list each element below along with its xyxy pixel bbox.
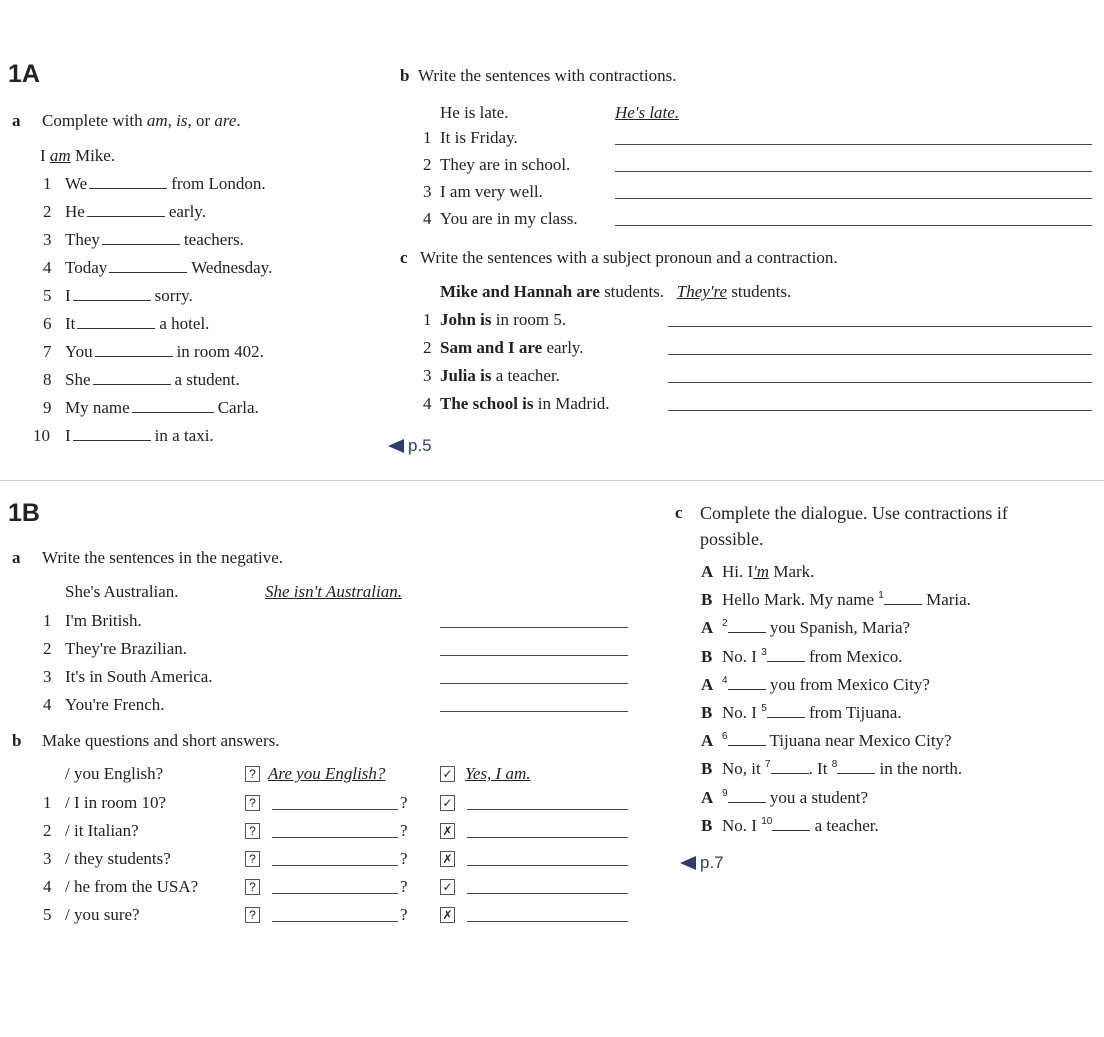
item-number: 9 [43, 398, 52, 417]
list-item [65, 174, 266, 194]
page-ref-text: p.5 [408, 436, 432, 455]
item-number: 2 [43, 821, 52, 840]
dialogue-text: you a student? [765, 787, 869, 807]
speaker-label: B [701, 590, 713, 610]
dialogue-blank[interactable] [728, 618, 766, 633]
item-rest: in room 402. [176, 342, 264, 361]
item-rest: a student. [174, 370, 240, 389]
exercise-1a-a-instruction: Complete with am, is, or are. [42, 111, 241, 130]
item-rest: in Madrid. [533, 394, 610, 413]
item-rest: Carla. [217, 398, 259, 417]
speaker-label: B [701, 759, 713, 779]
short-answer-line[interactable] [467, 893, 628, 894]
speaker-label: B [701, 703, 713, 722]
item-number: 3 [423, 182, 432, 201]
answer-line[interactable] [615, 144, 1092, 145]
item-rest: early. [542, 338, 584, 357]
dialogue-text: a teacher. [810, 815, 879, 835]
item-rest: from London. [171, 174, 266, 193]
dialogue-line [722, 703, 902, 723]
check-icon: ✓ [440, 795, 455, 811]
dialogue-line [722, 562, 814, 582]
short-answer-line[interactable] [467, 921, 628, 922]
item-subject: John is [440, 310, 492, 329]
option-word: is [176, 111, 188, 130]
exercise-1a-c-instruction: Write the sentences with a subject pronoun and a contraction. [420, 248, 838, 267]
item-sentence: It's in South America. [65, 667, 213, 686]
exercise-letter: c [675, 503, 683, 522]
item-number: 3 [43, 849, 52, 868]
dialogue-line [722, 759, 962, 779]
list-item [65, 426, 214, 446]
example-answer: am [49, 146, 71, 165]
answer-line[interactable] [440, 655, 628, 656]
dialogue-line [722, 731, 952, 751]
dialogue-text: you from Mexico City? [765, 674, 930, 694]
item-number: 5 [43, 905, 52, 924]
blank-number: 10 [761, 815, 773, 827]
example-answer: She isn't Australian. [265, 582, 402, 601]
item-number: 6 [43, 314, 52, 333]
example-subject: Mike and Hannah are [440, 282, 600, 301]
item-sentence: You're French. [65, 695, 165, 714]
item-subject: My name [65, 398, 130, 417]
item-prompt: / he from the USA? [65, 877, 199, 896]
item-sentence [440, 338, 584, 358]
answer-line[interactable] [615, 225, 1092, 226]
list-item [65, 370, 240, 390]
item-number: 3 [423, 366, 432, 385]
question-mark: ? [400, 877, 408, 896]
dialogue-text: Hello Mark. My name [722, 590, 879, 610]
speaker-label: B [701, 815, 713, 835]
answer-blank[interactable] [89, 174, 167, 189]
exercise-letter: a [12, 111, 21, 130]
item-subject: We [65, 174, 88, 193]
answer-line[interactable] [615, 171, 1092, 172]
dialogue-text: No. I [722, 703, 762, 722]
answer-blank[interactable] [95, 342, 173, 357]
question-answer-line[interactable] [272, 893, 398, 894]
item-number: 7 [43, 342, 52, 361]
speaker-label: A [701, 618, 714, 638]
question-mark: ? [400, 905, 408, 924]
dialogue-blank[interactable] [728, 788, 766, 803]
blank-number: 6 [722, 731, 728, 743]
item-prompt: / they students? [65, 849, 171, 868]
dialogue-line [722, 675, 930, 695]
item-subject: I [65, 426, 71, 445]
example-answer: Yes, I am. [465, 764, 531, 783]
example-sentence: She's Australian. [65, 582, 179, 601]
item-number: 4 [43, 877, 52, 896]
dialogue-blank[interactable] [837, 759, 875, 774]
dialogue-text: . It [808, 759, 832, 779]
answer-line[interactable] [440, 683, 628, 684]
question-icon: ? [245, 907, 260, 923]
dialogue-text: Maria. [921, 590, 971, 610]
item-sentence: They are in school. [440, 155, 571, 174]
answer-blank[interactable] [77, 314, 155, 329]
dialogue-text: you Spanish, Maria? [765, 618, 911, 638]
example-answer: He's late. [615, 103, 680, 122]
list-item [65, 342, 264, 362]
dialogue-text: Mark. [769, 562, 815, 581]
cross-icon: ✗ [440, 851, 455, 867]
short-answer-line[interactable] [467, 865, 628, 866]
answer-line[interactable] [668, 410, 1092, 411]
section-divider [0, 480, 1104, 481]
list-item [65, 202, 206, 222]
speaker-label: A [701, 731, 714, 751]
answer-blank[interactable] [102, 230, 180, 245]
dialogue-blank[interactable] [772, 816, 810, 831]
item-subject: You [65, 342, 93, 361]
answer-line[interactable] [668, 354, 1092, 355]
answer-line[interactable] [440, 711, 628, 712]
question-answer-line[interactable] [272, 837, 398, 838]
dialogue-line [722, 788, 868, 808]
speaker-label: A [701, 674, 714, 694]
example-answer: They're [676, 282, 728, 301]
check-icon: ✓ [440, 766, 455, 782]
example-question: Are you English? [268, 764, 386, 783]
exercise-letter: b [400, 66, 410, 85]
question-icon: ? [245, 795, 260, 811]
item-sentence [440, 394, 610, 414]
item-rest: teachers. [183, 230, 244, 249]
item-rest: sorry. [154, 286, 193, 305]
item-number: 1 [423, 128, 432, 147]
speaker-label: A [701, 562, 714, 581]
item-number: 2 [423, 155, 432, 174]
option-word: are [214, 111, 237, 130]
dialogue-line [722, 590, 971, 610]
item-number: 1 [423, 310, 432, 329]
dialogue-example-answer: 'm [753, 562, 770, 581]
answer-blank[interactable] [73, 286, 151, 301]
item-sentence [440, 310, 566, 330]
question-mark: ? [400, 821, 408, 840]
list-item [65, 258, 272, 278]
arrow-left-icon [680, 856, 696, 870]
example-sentence: He is late. [440, 103, 509, 122]
option-word: am [146, 111, 168, 130]
dialogue-blank[interactable] [771, 759, 809, 774]
question-icon: ? [245, 766, 260, 782]
example-rest: students. [599, 282, 665, 301]
item-subject: I [65, 286, 71, 305]
cross-icon: ✗ [440, 907, 455, 923]
dialogue-blank[interactable] [728, 675, 766, 690]
item-number: 4 [43, 695, 52, 714]
item-sentence: It is Friday. [440, 128, 518, 147]
exercise-1b-b-instruction: Make questions and short answers. [42, 731, 280, 750]
dialogue-text: from Tijuana. [804, 703, 902, 722]
exercise-1b-c-instruction-cont: possible. [700, 529, 764, 549]
item-number: 4 [423, 394, 432, 413]
item-number: 10 [33, 426, 50, 445]
question-icon: ? [245, 823, 260, 839]
exercise-letter: c [400, 248, 408, 267]
example-answer-rest: students. [727, 282, 792, 301]
item-rest: Wednesday. [191, 258, 273, 277]
list-item [65, 230, 244, 250]
item-subject: Sam and I are [440, 338, 543, 357]
answer-line[interactable] [668, 382, 1092, 383]
answer-blank[interactable] [109, 258, 187, 273]
dialogue-line [722, 618, 910, 638]
item-number: 2 [43, 639, 52, 658]
arrow-left-icon [388, 439, 404, 453]
dialogue-text: Hi. I [722, 562, 754, 581]
question-mark: ? [400, 793, 408, 812]
item-number: 1 [43, 174, 52, 193]
dialogue-text: No, it [722, 759, 765, 779]
question-answer-line[interactable] [272, 809, 398, 810]
short-answer-line[interactable] [467, 837, 628, 838]
question-icon: ? [245, 851, 260, 867]
question-icon: ? [245, 879, 260, 895]
blank-number: 8 [831, 759, 838, 771]
item-prompt: / I in room 10? [65, 793, 167, 812]
example-sentence [440, 282, 791, 302]
item-sentence: I am very well. [440, 182, 543, 201]
item-number: 3 [43, 667, 52, 686]
item-number: 2 [423, 338, 432, 357]
item-number: 1 [43, 611, 52, 630]
question-mark: ? [400, 849, 408, 868]
list-item [65, 398, 259, 418]
answer-line[interactable] [615, 198, 1092, 199]
blank-number: 7 [764, 759, 771, 771]
example-pre: I [40, 146, 50, 165]
answer-blank[interactable] [93, 370, 171, 385]
unit-title-1a: 1A [8, 60, 40, 88]
item-number: 4 [43, 258, 52, 277]
dialogue-text: in the north. [875, 759, 963, 779]
list-item [65, 314, 209, 334]
blank-number: 9 [722, 787, 728, 799]
item-rest: in a taxi. [154, 426, 214, 445]
answer-blank[interactable] [73, 426, 151, 441]
item-subject: The school is [440, 394, 534, 413]
blank-number: 2 [722, 618, 728, 630]
cross-icon: ✗ [440, 823, 455, 839]
short-answer-line[interactable] [467, 809, 628, 810]
unit-title-1b: 1B [8, 499, 40, 527]
dialogue-blank[interactable] [728, 731, 766, 746]
item-number: 3 [43, 230, 52, 249]
item-number: 1 [43, 793, 52, 812]
example-prompt: / you English? [65, 764, 164, 783]
page-reference-link[interactable] [680, 853, 724, 873]
answer-line[interactable] [440, 627, 628, 628]
blank-number: 5 [761, 703, 767, 714]
dialogue-text: No. I [722, 646, 762, 666]
item-rest: a teacher. [491, 366, 560, 385]
item-subject: Today [65, 258, 108, 277]
example-post: Mike. [70, 146, 116, 165]
answer-blank[interactable] [87, 202, 165, 217]
item-number: 5 [43, 286, 52, 305]
item-number: 4 [423, 209, 432, 228]
dialogue-blank[interactable] [767, 647, 805, 662]
dialogue-text: No. I [722, 815, 762, 835]
item-prompt: / you sure? [65, 905, 140, 924]
item-subject: It [65, 314, 76, 333]
speaker-label: B [701, 646, 713, 666]
check-icon: ✓ [440, 879, 455, 895]
dialogue-blank[interactable] [884, 590, 922, 605]
question-answer-line[interactable] [272, 865, 398, 866]
item-sentence: I'm British. [65, 611, 142, 630]
exercise-1b-c-instruction: Complete the dialogue. Use contractions if [700, 503, 1008, 523]
item-sentence: You are in my class. [440, 209, 578, 228]
dialogue-line [722, 816, 879, 836]
dialogue-blank[interactable] [767, 703, 805, 718]
item-number: 2 [43, 202, 52, 221]
item-sentence: They're Brazilian. [65, 639, 188, 658]
blank-number: 3 [761, 646, 767, 658]
dialogue-text: Tijuana near Mexico City? [765, 731, 952, 751]
list-item [65, 286, 193, 306]
example-sentence [40, 146, 115, 166]
item-subject: They [65, 230, 100, 249]
item-subject: He [65, 202, 85, 221]
exercise-letter: a [12, 548, 21, 567]
exercise-letter: b [12, 731, 22, 750]
answer-blank[interactable] [132, 398, 214, 413]
item-subject: She [65, 370, 91, 389]
item-prompt: / it Italian? [65, 821, 139, 840]
item-rest: early. [168, 202, 206, 221]
exercise-1b-a-instruction: Write the sentences in the negative. [42, 548, 283, 567]
exercise-1a-b-instruction: Write the sentences with contractions. [418, 66, 677, 85]
item-rest: in room 5. [491, 310, 567, 329]
item-number: 8 [43, 370, 52, 389]
item-rest: a hotel. [159, 314, 210, 333]
item-sentence [440, 366, 560, 386]
item-subject: Julia is [440, 366, 492, 385]
dialogue-text: from Mexico. [804, 646, 903, 666]
dialogue-line [722, 647, 903, 667]
answer-line[interactable] [668, 326, 1092, 327]
blank-number: 4 [722, 674, 728, 686]
page-reference-link[interactable] [388, 436, 432, 456]
page-ref-text: p.7 [700, 853, 724, 872]
blank-number: 1 [878, 590, 884, 602]
speaker-label: A [701, 787, 714, 807]
question-answer-line[interactable] [272, 921, 398, 922]
